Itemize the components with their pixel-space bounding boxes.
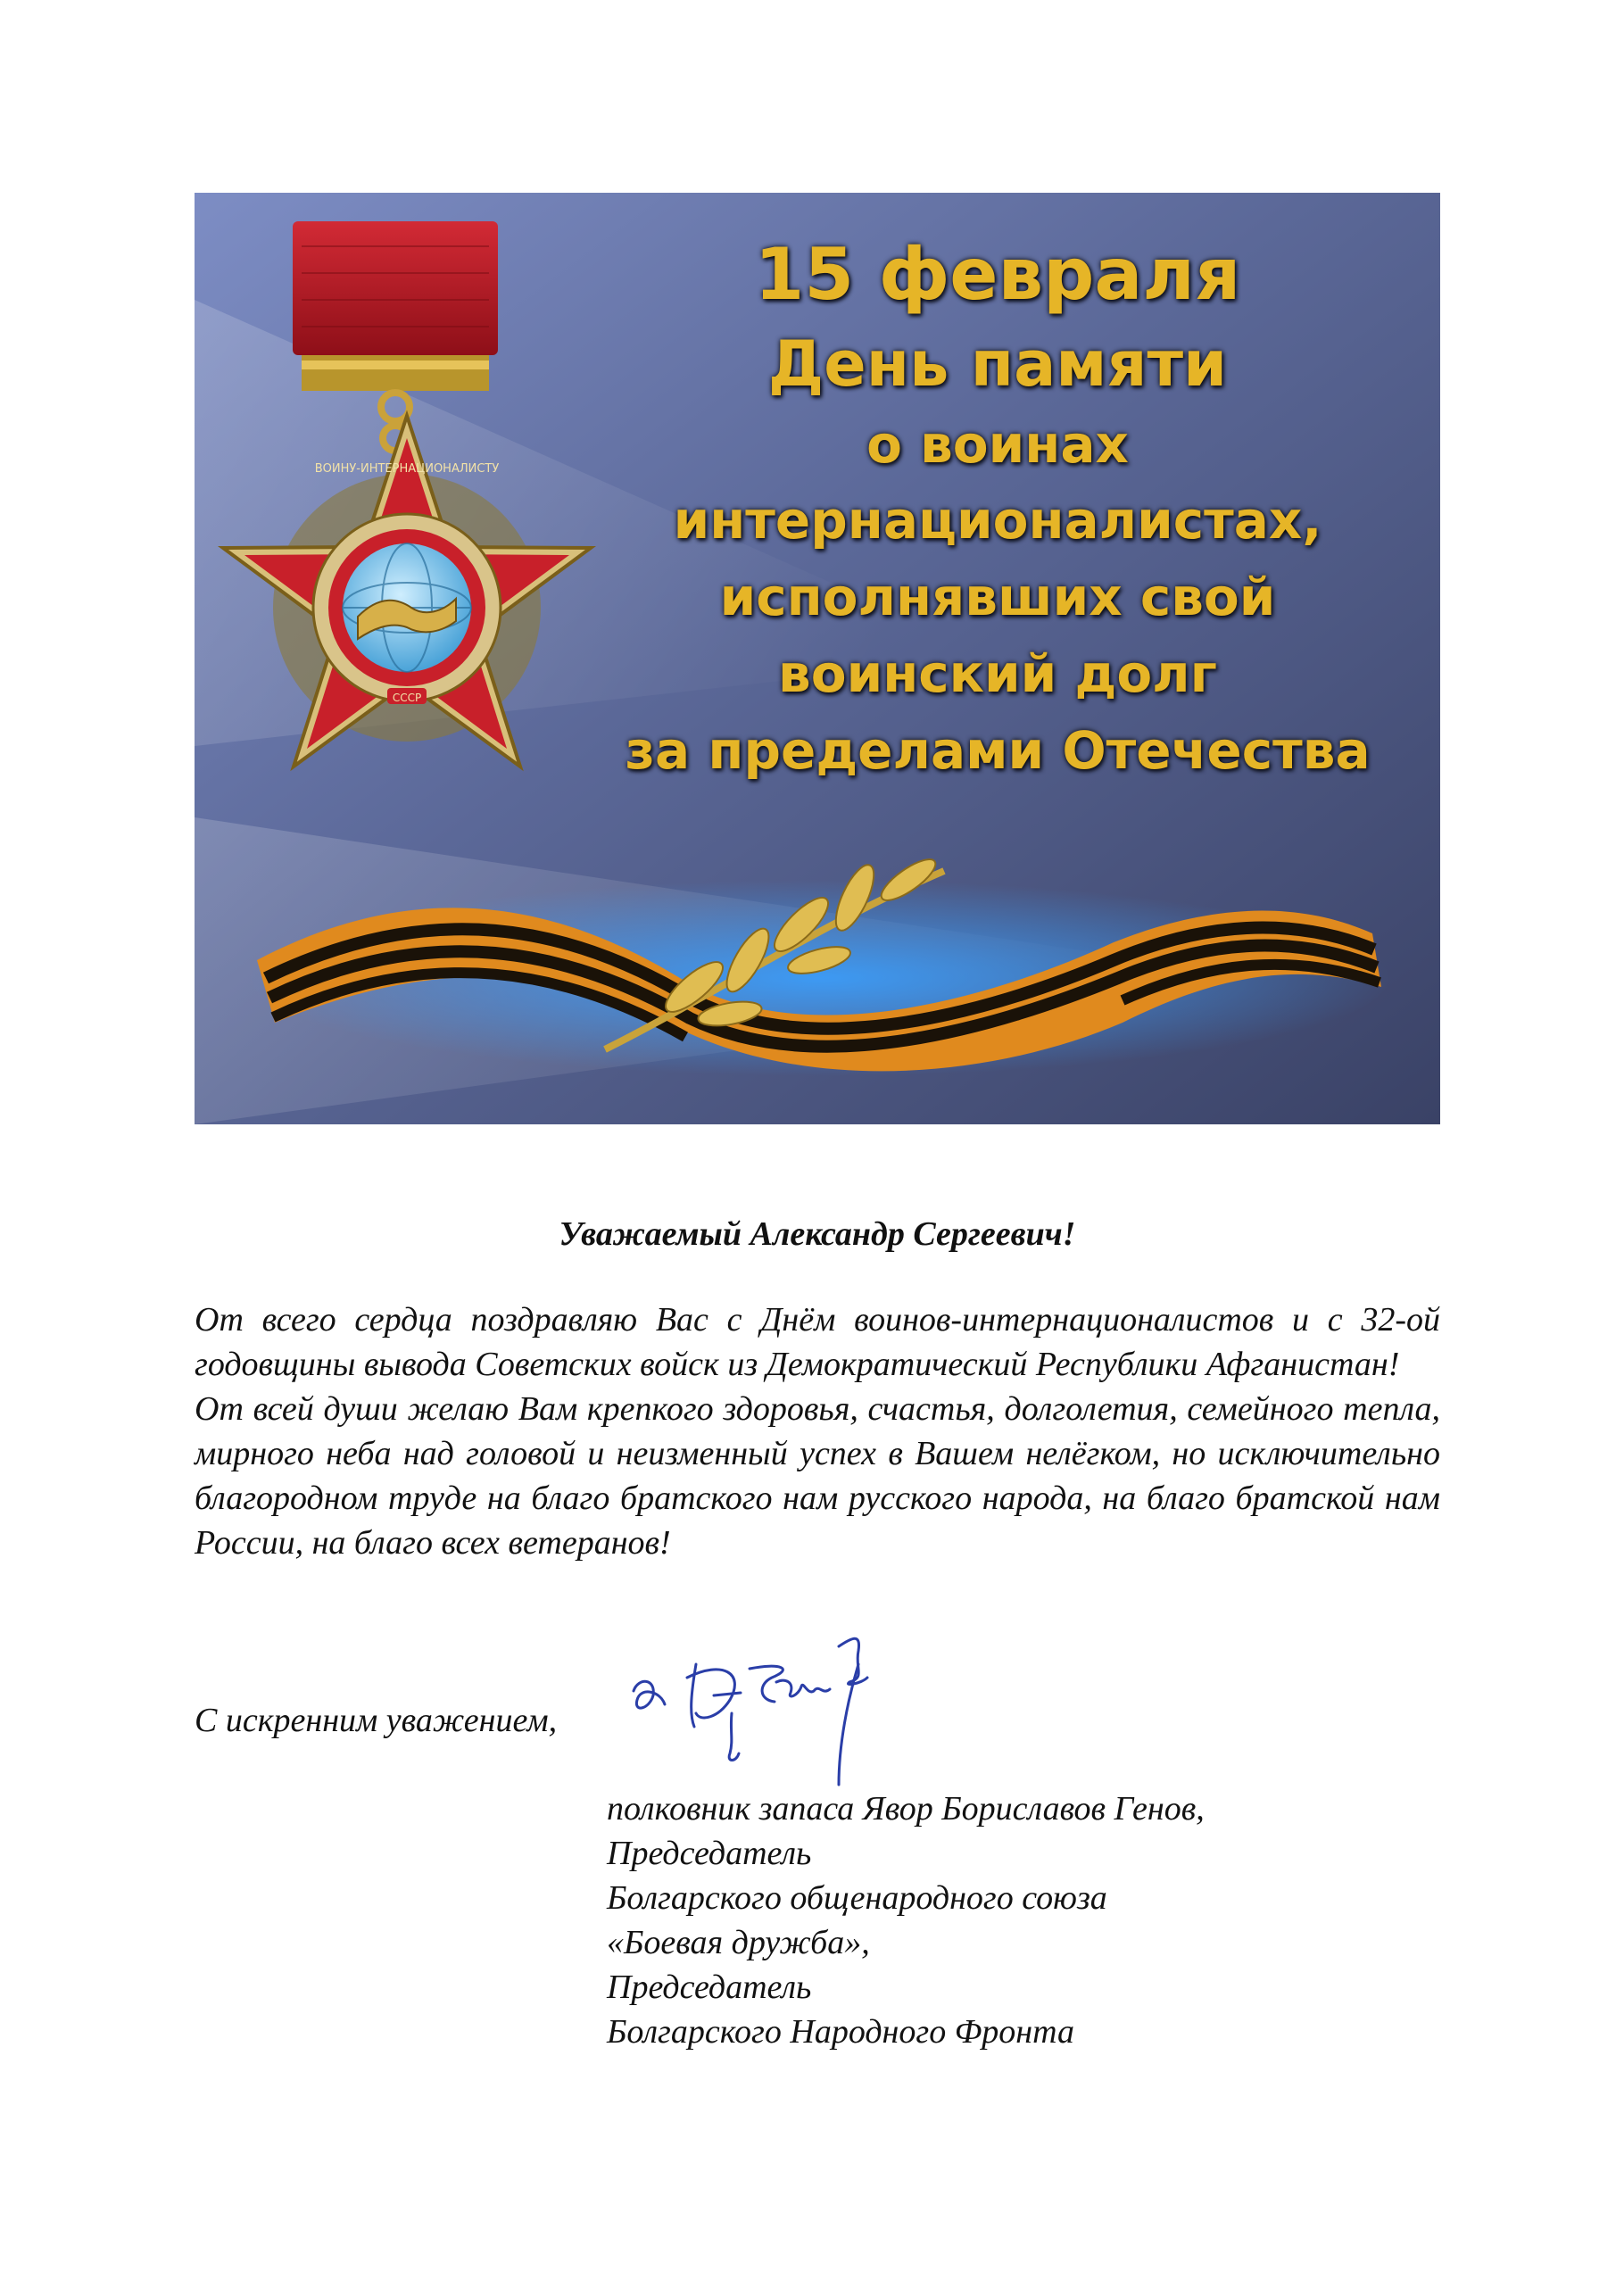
signer-line-4: «Боевая дружба», <box>607 1924 870 1961</box>
banner-line-3: о воинах <box>866 414 1129 475</box>
signer-line-6: Болгарского Народного Фронта <box>607 2013 1075 2051</box>
signer-block <box>607 1786 1437 2054</box>
signer-line-3: Болгарского общенародного союза <box>607 1879 1107 1917</box>
banner-line-7: за пределами Отечества <box>625 720 1371 781</box>
signer-line-2: Председатель <box>607 1835 812 1872</box>
signer-line-1: полковник запаса Явор Бориславов Генов, <box>607 1790 1205 1828</box>
banner-line-5: исполнявших свой <box>719 567 1276 627</box>
banner-line-6: воинский долг <box>778 643 1217 704</box>
medal-ussr-label: СССР <box>392 692 422 704</box>
banner-line-memory-day: День памяти <box>767 327 1228 401</box>
banner-title <box>551 228 1440 789</box>
letter-body <box>195 1297 1440 1565</box>
letter-paragraph-2: От всей души желаю Вам крепкого здоровья, счастья, долголетия, семейного тепла, мирного неба над головой и неизменный успех в Вашем нелёгком, но исключительно благородном труде на благо братского нам русского народа, на благо братской нам России, на благо всех ветеранов! <box>195 1390 1440 1562</box>
medal-inscription: ВОИНУ-ИНТЕРНАЦИОНАЛИСТУ <box>314 462 500 476</box>
signer-line-5: Председатель <box>607 1969 812 2006</box>
banner-line-4: интернационалистах, <box>673 490 1322 551</box>
letter-closing: С искренним уважением, <box>195 1702 558 1739</box>
banner-line-date: 15 февраля <box>754 233 1241 316</box>
handwritten-signature <box>625 1629 964 1807</box>
letter-paragraph-1: От всего сердца поздравляю Вас с Днём воинов-интернационалистов и с 32-ой годовщины вывода Советских войск из Демократический Республики Афганистан! <box>195 1301 1440 1383</box>
letter-greeting: Уважаемый Александр Сергеевич! <box>559 1215 1076 1253</box>
memorial-banner <box>195 193 1440 1124</box>
